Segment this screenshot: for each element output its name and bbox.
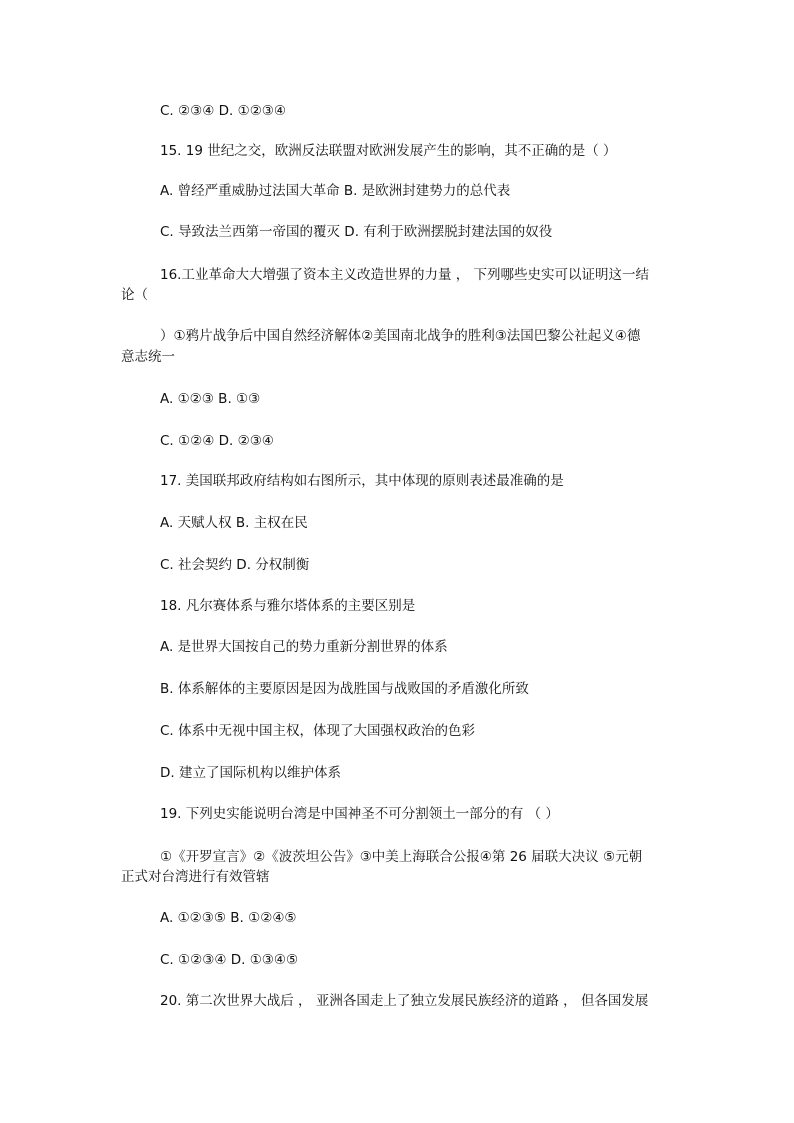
- q16-options-cd: C. ①②④ D. ②③④: [160, 433, 274, 449]
- q17-options-ab: A. 天赋人权 B. 主权在民: [160, 515, 308, 531]
- q17-question: 17. 美国联邦政府结构如右图所示，其中体现的原则表述最准确的是: [160, 473, 564, 489]
- q14-options-cd: C. ②③④ D. ①②③④: [160, 103, 286, 119]
- q18-question: 18. 凡尔赛体系与雅尔塔体系的主要区别是: [160, 598, 416, 614]
- q20-question-line1: 20. 第二次世界大战后 ， 亚洲各国走上了独立发展民族经济的道路 ， 但各国发展: [160, 993, 649, 1009]
- q18-option-a: A. 是世界大国按自己的势力重新分割世界的体系: [160, 639, 448, 655]
- q16-statements-line1: ）①鸦片战争后中国自然经济解体②美国南北战争的胜利③法国巴黎公社起义④德: [160, 328, 641, 344]
- q18-option-b: B. 体系解体的主要原因是因为战胜国与战败国的矛盾激化所致: [160, 681, 529, 697]
- q18-option-d: D. 建立了国际机构以维护体系: [160, 765, 341, 781]
- q15-options-cd: C. 导致法兰西第一帝国的覆灭 D. 有利于欧洲摆脱封建法国的奴役: [160, 224, 553, 240]
- q19-options-ab: A. ①②③⑤ B. ①②④⑤: [160, 910, 297, 926]
- q18-option-c: C. 体系中无视中国主权，体现了大国强权政治的色彩: [160, 723, 476, 739]
- q17-options-cd: C. 社会契约 D. 分权制衡: [160, 557, 310, 573]
- q16-statements-line2: 意志统一: [121, 349, 175, 365]
- q15-options-ab: A. 曾经严重威胁过法国大革命 B. 是欧洲封建势力的总代表: [160, 183, 511, 199]
- q15-question: 15. 19 世纪之交，欧洲反法联盟对欧洲发展产生的影响，其不正确的是（ ）: [160, 143, 617, 159]
- q16-question-line1: 16.工业革命大大增强了资本主义改造世界的力量 ， 下列哪些史实可以证明这一结: [160, 267, 650, 283]
- q19-question: 19. 下列史实能说明台湾是中国神圣不可分割领土一部分的有 （ ）: [160, 806, 559, 822]
- q19-statements-line2: 正式对台湾进行有效管辖: [121, 869, 270, 885]
- q19-options-cd: C. ①②③④ D. ①③④⑤: [160, 952, 299, 968]
- q16-options-ab: A. ①②③ B. ①③: [160, 391, 261, 407]
- q16-question-line2: 论（: [121, 287, 148, 303]
- q19-statements-line1: ①《开罗宣言》②《波茨坦公告》③中美上海联合公报④第 26 届联大决议 ⑤元朝: [160, 849, 643, 865]
